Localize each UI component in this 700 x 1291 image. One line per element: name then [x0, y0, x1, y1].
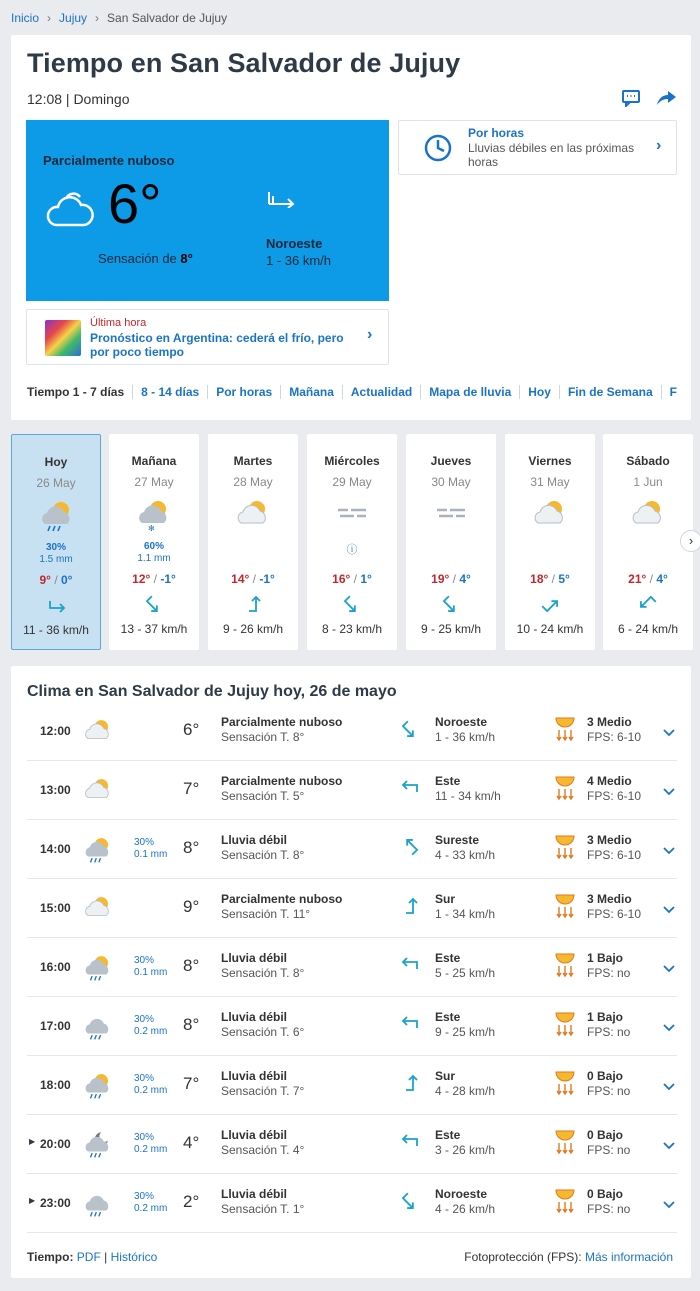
row-hour: 17:00: [40, 1019, 71, 1033]
day-card-4[interactable]: [406, 434, 496, 650]
row-hour: 23:00: [40, 1196, 71, 1210]
wind-arrow-southeast-icon: [400, 719, 422, 741]
breaking-news-link[interactable]: [26, 309, 389, 365]
sun-cloud-snow-icon: [136, 496, 172, 532]
temp-separator: /: [646, 572, 657, 586]
tab-weekend[interactable]: Fin de Semana: [559, 385, 661, 399]
row-precip: [134, 1014, 167, 1038]
day-date: 30 May: [431, 475, 471, 489]
row-feels-like: Sensación T. 11°: [221, 907, 311, 921]
day-name: Miércoles: [324, 454, 380, 468]
chevron-right-icon: ›: [47, 11, 52, 25]
row-precip: [134, 1132, 167, 1156]
row-wind-direction: Este: [435, 1128, 461, 1142]
row-feels-like: Sensación T. 6°: [221, 1025, 305, 1039]
row-wind-direction: Sureste: [435, 833, 480, 847]
row-temperature: 9°: [183, 897, 200, 916]
day-wind-speed: 8 - 23 km/h: [321, 622, 383, 636]
row-temperature: 8°: [183, 838, 200, 857]
uv-sun-icon: [554, 834, 576, 862]
day-card-1[interactable]: [109, 434, 199, 650]
hourly-row[interactable]: [27, 761, 677, 820]
row-wind-speed: 3 - 26 km/h: [435, 1143, 496, 1157]
feels-like-value: 8°: [180, 251, 193, 266]
footer-downloads: [27, 1250, 157, 1264]
row-uv-index: 4 Medio: [587, 774, 632, 788]
max-temp: 14°: [231, 572, 250, 586]
row-uv-index: 3 Medio: [587, 715, 632, 729]
comment-icon[interactable]: [621, 89, 641, 107]
tab-more[interactable]: F: [661, 385, 679, 399]
sun-cloud-icon: [235, 496, 271, 532]
row-rain-probability: 30%: [134, 1073, 155, 1084]
day-name: Jueves: [430, 454, 472, 468]
feels-like-prefix: Sensación de: [98, 251, 177, 266]
chevron-down-icon[interactable]: [663, 785, 675, 799]
day-wind-speed: 9 - 25 km/h: [420, 622, 482, 636]
wind-speed: 1 - 36 km/h: [266, 253, 332, 268]
day-wind-speed: 11 - 36 km/h: [23, 623, 89, 637]
wind-arrow-northwest-icon: [400, 837, 422, 859]
wind-arrow-southwest-icon: [638, 594, 658, 614]
min-temp: -1°: [160, 572, 176, 586]
temp-separator: /: [350, 572, 361, 586]
row-feels-like: Sensación T. 8°: [221, 848, 305, 862]
wind-direction: Noroeste: [266, 236, 323, 251]
uv-sun-icon: [554, 893, 576, 921]
expand-triangle-icon[interactable]: ▶: [29, 1137, 36, 1146]
forecast-tabs: [27, 385, 679, 399]
day-temperatures: [406, 572, 496, 586]
tab-today[interactable]: Hoy: [519, 385, 559, 399]
row-temperature: 8°: [183, 1015, 200, 1034]
news-headline: Pronóstico en Argentina: cederá el frío, pero por poco tiempo: [90, 331, 344, 359]
row-uv-index: 0 Bajo: [587, 1069, 624, 1083]
hourly-link-description: Lluvias débiles en las próximas horas: [468, 141, 635, 169]
min-temp: 5°: [558, 572, 570, 586]
row-fps: FPS: 6-10: [587, 848, 642, 862]
temp-separator: /: [249, 572, 260, 586]
current-temperature: 6°: [108, 172, 162, 235]
hourly-row[interactable]: [27, 702, 677, 761]
info-icon[interactable]: ⓘ: [346, 544, 358, 556]
tab-hourly[interactable]: Por horas: [207, 385, 280, 399]
sun-cloud-rain-icon: [83, 834, 113, 864]
row-precip: [134, 955, 167, 979]
row-hour: 13:00: [40, 783, 71, 797]
row-precip: [134, 837, 167, 861]
row-condition: Lluvia débil: [221, 1128, 288, 1142]
breadcrumb-region[interactable]: Jujuy: [59, 11, 88, 25]
page-title: Tiempo en San Salvador de Jujuy: [27, 48, 461, 78]
chevron-down-icon[interactable]: [663, 844, 675, 858]
day-wind-speed: 9 - 26 km/h: [222, 622, 284, 636]
row-wind-direction: Este: [435, 1010, 461, 1024]
footer-separator: |: [104, 1250, 108, 1264]
row-condition: Lluvia débil: [221, 833, 288, 847]
row-condition: Parcialmente nuboso: [221, 892, 343, 906]
min-temp: -1°: [259, 572, 275, 586]
wind-arrow-east-icon: [47, 595, 67, 615]
breadcrumb-current: San Salvador de Jujuy: [107, 11, 228, 25]
row-wind-direction: Noroeste: [435, 1187, 488, 1201]
row-condition: Parcialmente nuboso: [221, 715, 343, 729]
row-rain-probability: 30%: [134, 955, 155, 966]
fog-icon: [433, 496, 469, 532]
row-fps: FPS: no: [587, 966, 631, 980]
news-map-thumbnail: [45, 320, 81, 356]
row-uv-index: 0 Bajo: [587, 1128, 624, 1142]
sun-cloud-icon: [83, 893, 113, 923]
row-hour: 15:00: [40, 901, 71, 915]
row-feels-like: Sensación T. 4°: [221, 1143, 305, 1157]
cloud-rain-icon: [83, 1188, 113, 1218]
min-temp: 4°: [459, 572, 471, 586]
row-rain-amount: 0.1 mm: [134, 849, 168, 860]
uv-sun-icon: [554, 1129, 576, 1157]
row-fps: FPS: 6-10: [587, 907, 642, 921]
wind-arrow-north-icon: [400, 1073, 422, 1095]
uv-sun-icon: [554, 1070, 576, 1098]
uv-sun-icon: [554, 1011, 576, 1039]
day-date: 31 May: [530, 475, 570, 489]
current-conditions-panel[interactable]: [26, 120, 389, 301]
chevron-right-icon: ›: [95, 11, 100, 25]
row-rain-amount: 0.2 mm: [134, 1144, 168, 1155]
row-condition: Parcialmente nuboso: [221, 774, 343, 788]
day-card-0[interactable]: [11, 434, 101, 650]
row-temperature: 4°: [183, 1133, 200, 1152]
pdf-link[interactable]: PDF: [76, 1250, 101, 1264]
row-fps: FPS: 6-10: [587, 730, 642, 744]
row-uv-index: 1 Bajo: [587, 1010, 624, 1024]
uv-sun-icon: [554, 952, 576, 980]
svg-text:✻: ✻: [148, 524, 155, 532]
day-temperatures: [109, 572, 199, 586]
wind-arrow-west-icon: [400, 1014, 422, 1036]
day-wind-speed: 6 - 24 km/h: [617, 622, 679, 636]
row-wind-direction: Este: [435, 774, 461, 788]
wind-arrow-west-icon: [400, 955, 422, 977]
row-hour: 14:00: [40, 842, 71, 856]
chevron-down-icon[interactable]: [663, 903, 675, 917]
day-name: Hoy: [44, 455, 68, 469]
tab-8-14-days[interactable]: 8 - 14 días: [132, 385, 207, 399]
hourly-link-title: Por horas: [468, 126, 525, 140]
breadcrumb-home[interactable]: Inicio: [11, 11, 40, 25]
row-condition: Lluvia débil: [221, 1187, 288, 1201]
row-temperature: 6°: [183, 720, 200, 739]
max-temp: 9°: [39, 573, 51, 587]
row-condition: Lluvia débil: [221, 951, 288, 965]
hourly-row[interactable]: [27, 879, 677, 938]
row-wind-speed: 11 - 34 km/h: [435, 789, 501, 803]
cloud-icon: [46, 189, 96, 231]
max-temp: 12°: [132, 572, 151, 586]
row-feels-like: Sensación T. 8°: [221, 730, 305, 744]
wind-arrow-north-icon: [243, 594, 263, 614]
row-hour: 20:00: [40, 1137, 71, 1151]
more-info-link[interactable]: Más información: [584, 1250, 673, 1264]
sun-cloud-icon: [532, 496, 568, 532]
day-card-3[interactable]: [307, 434, 397, 650]
hourly-row[interactable]: [27, 820, 677, 879]
row-rain-probability: 30%: [134, 837, 155, 848]
max-temp: 18°: [530, 572, 549, 586]
row-hour: 12:00: [40, 724, 71, 738]
row-wind-direction: Sur: [435, 1069, 456, 1083]
row-hour: 18:00: [40, 1078, 71, 1092]
row-temperature: 8°: [183, 956, 200, 975]
day-temperatures: [208, 572, 298, 586]
hourly-row[interactable]: [27, 1174, 677, 1233]
row-uv-index: 0 Bajo: [587, 1187, 624, 1201]
max-temp: 16°: [332, 572, 351, 586]
day-temperatures: [12, 573, 100, 587]
tab-news[interactable]: Actualidad: [342, 385, 420, 399]
row-feels-like: Sensación T. 8°: [221, 966, 305, 980]
day-name: Mañana: [131, 454, 177, 468]
day-temperatures: [603, 572, 693, 586]
current-weather-card: [11, 35, 691, 420]
sun-cloud-rain-icon: [83, 952, 113, 982]
day-date: 27 May: [134, 475, 174, 489]
min-temp: 1°: [360, 572, 372, 586]
local-time: 12:08 | Domingo: [27, 91, 130, 107]
row-fps: FPS: no: [587, 1143, 631, 1157]
hourly-forecast-card: [11, 666, 691, 1278]
max-temp: 21°: [628, 572, 647, 586]
chevron-down-icon[interactable]: [663, 962, 675, 976]
hourly-title: Clima en San Salvador de Jujuy hoy, 26 de mayo: [27, 683, 397, 700]
day-temperatures: [307, 572, 397, 586]
row-feels-like: Sensación T. 7°: [221, 1084, 305, 1098]
row-rain-amount: 0.1 mm: [134, 967, 168, 978]
row-rain-probability: 30%: [134, 1132, 155, 1143]
wind-arrow-southeast-icon: [342, 594, 362, 614]
row-rain-probability: 30%: [134, 1191, 155, 1202]
hourly-row[interactable]: [27, 1115, 677, 1174]
wind-arrow-southeast-icon: [144, 594, 164, 614]
wind-arrow-west-icon: [400, 778, 422, 800]
day-rain-amount: 1.5 mm: [39, 554, 73, 565]
tab-rain-map[interactable]: Mapa de lluvia: [420, 385, 519, 399]
tab-tomorrow[interactable]: Mañana: [280, 385, 342, 399]
wind-arrow-east-icon: [267, 190, 297, 208]
row-wind-speed: 4 - 28 km/h: [435, 1084, 496, 1098]
row-wind-speed: 1 - 36 km/h: [435, 730, 496, 744]
min-temp: 4°: [656, 572, 668, 586]
row-wind-speed: 1 - 34 km/h: [435, 907, 496, 921]
sun-cloud-icon: [83, 775, 113, 805]
day-date: 1 Jun: [633, 475, 663, 489]
tab-7-days[interactable]: Tiempo 1 - 7 días: [27, 385, 125, 399]
day-wind-speed: 10 - 24 km/h: [516, 622, 584, 636]
max-temp: 19°: [431, 572, 450, 586]
uv-sun-icon: [554, 716, 576, 744]
day-name: Sábado: [626, 454, 670, 468]
expand-triangle-icon[interactable]: ▶: [29, 1196, 36, 1205]
hourly-row[interactable]: [27, 1056, 677, 1115]
row-condition: Lluvia débil: [221, 1010, 288, 1024]
wind-arrow-northeast-icon: [540, 594, 560, 614]
chevron-down-icon[interactable]: [663, 1080, 675, 1094]
row-fps: FPS: 6-10: [587, 789, 642, 803]
day-date: 28 May: [233, 475, 273, 489]
row-feels-like: Sensación T. 5°: [221, 789, 305, 803]
wind-arrow-southeast-icon: [400, 1191, 422, 1213]
footer-label: Tiempo:: [27, 1250, 74, 1264]
wind-arrow-southeast-icon: [441, 594, 461, 614]
day-card-2[interactable]: [208, 434, 298, 650]
wind-arrow-west-icon: [400, 1132, 422, 1154]
next-days-button[interactable]: ›: [680, 530, 700, 552]
chevron-down-icon[interactable]: [663, 726, 675, 740]
row-uv-index: 3 Medio: [587, 833, 632, 847]
breadcrumb: [11, 11, 227, 25]
share-icon[interactable]: [655, 89, 677, 107]
temp-separator: /: [150, 572, 161, 586]
day-rain-amount: 1.1 mm: [137, 553, 171, 564]
temp-separator: /: [548, 572, 559, 586]
day-name: Viernes: [528, 454, 572, 468]
row-wind-direction: Sur: [435, 892, 456, 906]
row-temperature: 7°: [183, 1074, 200, 1093]
min-temp: 0°: [61, 573, 73, 587]
fog-icon: [334, 496, 370, 532]
uv-sun-icon: [554, 775, 576, 803]
row-temperature: 7°: [183, 779, 200, 798]
clock-icon: [423, 133, 453, 163]
row-wind-speed: 4 - 26 km/h: [435, 1202, 496, 1216]
row-condition: Lluvia débil: [221, 1069, 288, 1083]
row-rain-probability: 30%: [134, 1014, 155, 1025]
row-precip: [134, 1191, 167, 1215]
row-rain-amount: 0.2 mm: [134, 1026, 168, 1037]
hourly-row[interactable]: [27, 997, 677, 1056]
row-wind-speed: 5 - 25 km/h: [435, 966, 496, 980]
sun-cloud-icon: [630, 496, 666, 532]
current-condition: Parcialmente nuboso: [43, 153, 175, 168]
hourly-row[interactable]: [27, 938, 677, 997]
daily-forecast-strip: [0, 434, 700, 652]
day-temperatures: [505, 572, 595, 586]
chevron-right-icon: ›: [367, 326, 373, 343]
row-fps: FPS: no: [587, 1084, 631, 1098]
sun-cloud-rain-icon: [39, 497, 75, 533]
uv-sun-icon: [554, 1188, 576, 1216]
row-precip: [134, 1073, 167, 1097]
chevron-down-icon[interactable]: [663, 1021, 675, 1035]
day-date: 26 May: [36, 476, 76, 490]
fps-label: Fotoprotección (FPS):: [464, 1250, 582, 1264]
chevron-down-icon[interactable]: [663, 1139, 675, 1153]
feels-like: [98, 251, 193, 266]
row-wind-direction: Noroeste: [435, 715, 488, 729]
row-wind-speed: 9 - 25 km/h: [435, 1025, 496, 1039]
hourly-forecast-link[interactable]: [398, 120, 677, 175]
row-rain-amount: 0.2 mm: [134, 1085, 168, 1096]
news-tag: Última hora: [90, 317, 147, 329]
day-wind-speed: 13 - 37 km/h: [120, 622, 188, 636]
historico-link[interactable]: Histórico: [110, 1250, 158, 1264]
wind-arrow-north-icon: [400, 896, 422, 918]
row-fps: FPS: no: [587, 1202, 631, 1216]
temp-separator: /: [449, 572, 460, 586]
cloud-rain-icon: [83, 1011, 113, 1041]
row-feels-like: Sensación T. 1°: [221, 1202, 305, 1216]
day-card-5[interactable]: [505, 434, 595, 650]
day-rain-probability: 60%: [143, 541, 164, 552]
row-wind-direction: Este: [435, 951, 461, 965]
row-wind-speed: 4 - 33 km/h: [435, 848, 496, 862]
day-date: 29 May: [332, 475, 372, 489]
row-fps: FPS: no: [587, 1025, 631, 1039]
moon-cloud-rain-icon: [83, 1129, 113, 1159]
sun-cloud-rain-icon: [83, 1070, 113, 1100]
sun-cloud-icon: [83, 716, 113, 746]
day-rain-probability: 30%: [45, 542, 66, 553]
chevron-down-icon[interactable]: [663, 1198, 675, 1212]
row-uv-index: 3 Medio: [587, 892, 632, 906]
temp-separator: /: [50, 573, 61, 587]
row-rain-amount: 0.2 mm: [134, 1203, 168, 1214]
row-hour: 16:00: [40, 960, 71, 974]
day-name: Martes: [233, 454, 273, 468]
row-temperature: 2°: [183, 1192, 200, 1211]
header-actions: [621, 89, 677, 107]
chevron-right-icon: ›: [656, 137, 662, 154]
footer-fps: [464, 1250, 673, 1264]
row-uv-index: 1 Bajo: [587, 951, 624, 965]
